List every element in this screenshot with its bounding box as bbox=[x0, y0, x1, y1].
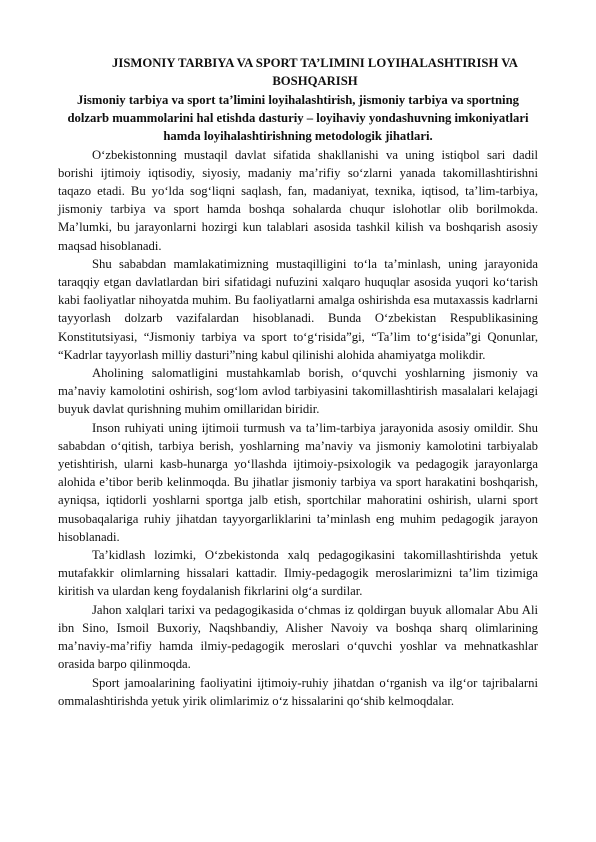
paragraph-4: Inson ruhiyati uning ijtimoii turmush va ta’lim-tarbiya jarayonida asosiy omildir. Shu sababdan o‘qitish, tarbiya berish, yoshlarning ma’naviy va jismoniy kamolotini tarbiyalab yetishtirish, ularni kasb-hunarga yo‘llashda ijtimoiy-psixologik va pedagogik jarayonlarga alohida e’tibor berib kelinmoqda. Bu jihatlar jismoniy tarbiya va sport harakatini boshqarish, ayniqsa, iqtidorli yoshlarni sportga jalb etish, sportchilar mahoratini oshirish, ularni sport musobaqalariga ruhiy jihatdan tayyorgarliklarini ta’minlash eng muhim pedagogik jarayon hisoblanadi. bbox=[58, 420, 538, 544]
paragraph-7: Sport jamoalarining faoliyatini ijtimoiy-ruhiy jihatdan o‘rganish va ilg‘or tajribalarni ommalashtirishda yetuk yirik olimlarimiz o‘z hissalarini qo‘shib kelmoqdalar. bbox=[58, 675, 538, 708]
paragraph-5: Ta’kidlash lozimki, O‘zbekistonda xalq pedagogikasini takomillashtirishda yetuk mutafakkir olimlarning hissalari kattadir. Ilmiy-pedagogik meroslarimizni ta’lim tizimiga kiritish va ulardan keng foydalanish fikrlarini olg‘a surdilar. bbox=[58, 548, 538, 599]
document-title: JISMONIY TARBIYA VA SPORT TA’LIMINI LOYIHALASHTIRISH VA BOSHQARISH bbox=[112, 56, 518, 88]
paragraph-6: Jahon xalqlari tarixi va pedagogikasida o‘chmas iz qoldirgan buyuk allomalar Abu Ali ibn Sino, Ismoil Buxoriy, Naqshbandiy, Alisher Navoiy va boshqa sharq olimlarining ma’naviy-ma’rifiy hamda ilmiy-pedagogik meroslari o‘quvchi yoshlar va mehnatkashlar orasida barpo qilinmoqda. bbox=[58, 602, 538, 672]
paragraph-2: Shu sababdan mamlakatimizning mustaqilligini to‘la ta’minlash, uning jarayonida taraqqiy etgan davlatlardan biri sifatidagi nufuzini xalqaro huquqlar asosida yuqori ko‘tarish kabi faoliyatlar nihoyatda muhim. Bu faoliyatlarni amalga oshirishda esa mutaxassis kadrlarni tayyorlash dolzarb vazifalardan hisoblanadi. Bunda O‘zbekistan Respublikasining Konstitutsiyasi, “Jismoniy tarbiya va sport to‘g‘risida”gi, “Ta’lim to‘g‘isida”gi Qonunlar, “Kadrlar tayyorlash milliy dasturi”ning kabul qilinishi alohida ahamiyatga molikdir. bbox=[58, 256, 538, 362]
document-page bbox=[58, 54, 538, 710]
paragraph-3: Aholining salomatligini mustahkamlab borish, o‘quvchi yoshlarning jismoniy va ma’naviy kamolotini oshirish, sog‘lom avlod tarbiyasini takomillashtirish masalalari kelajagi buyuk davlat qurishning muhim omillaridan biridir. bbox=[58, 366, 538, 417]
document-subtitle: Jismoniy tarbiya va sport ta’limini loyihalashtirish, jismoniy tarbiya va sportning dolzarb muammolarini hal etishda dasturiy – loyihaviy yondashuvning imkoniyatlari hamda loyihalashtirishning metodologik jihatlari. bbox=[67, 93, 529, 144]
paragraph-1: O‘zbekistonning mustaqil davlat sifatida shakllanishi va uning istiqbol sari dadil borishi ijtimoiy iqtisodiy, siyosiy, madaniy ma’rifiy so‘zlarni yanada takomillashtirishni taqazo etadi. Bu yo‘lda sog‘liqni saqlash, fan, madaniyat, texnika, iqtisod, ta’lim-tarbiya, jismoniy tarbiya va sport hamda boshqa sohalarda chuqur islohotlar olib borilmokda. Ma’lumki, bu jarayonlarni hozirgi kun talablari asosida tashkil kilish va boshqarish asosiy maqsad hisoblanadi. bbox=[58, 147, 538, 253]
